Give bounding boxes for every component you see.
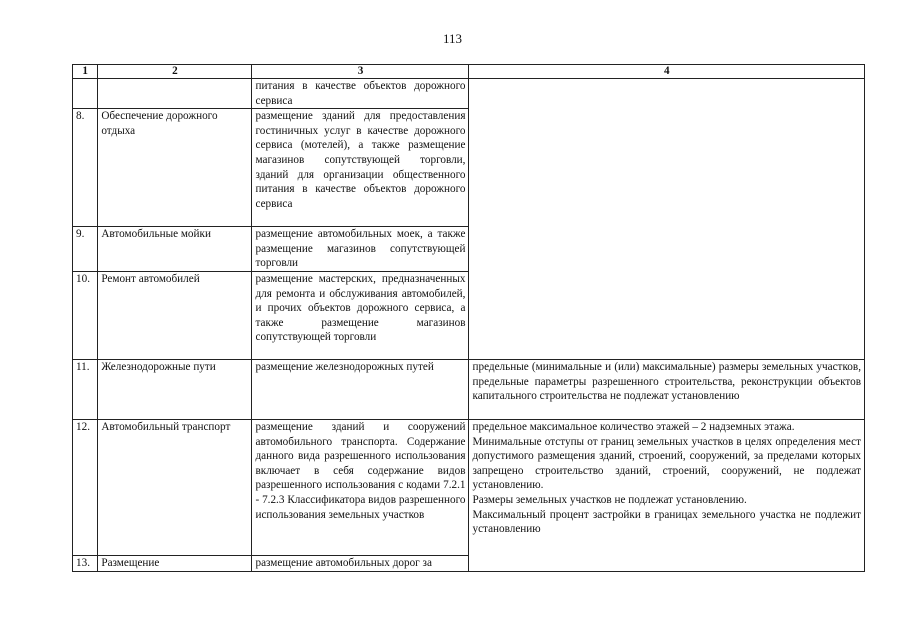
- parameters-cell-empty: [469, 79, 865, 360]
- use-name: Автомобильные мойки: [98, 227, 252, 272]
- row-number: [73, 79, 98, 109]
- use-description: размещение зданий и сооружений автомобильного транспорта. Содержание данного вида разрешенного использования включает в себя содержание видов разрешенного использования с кодами 7.2.1 - 7.2.3 Классификатора видов разрешенного использования земельных участков: [252, 419, 469, 555]
- use-name: Размещение: [98, 555, 252, 571]
- table-header-row: [73, 65, 865, 79]
- parameter-plot-size: Размеры земельных участков не подлежат установлению.: [472, 493, 747, 506]
- use-description: размещение железнодорожных путей: [252, 359, 469, 419]
- row-number: 11.: [73, 359, 98, 419]
- page-number: 113: [442, 31, 463, 46]
- use-name: Обеспечение дорожного отдыха: [98, 109, 252, 227]
- use-description: размещение автомобильных дорог за: [252, 555, 469, 571]
- parameter-floors: предельное максимальное количество этажей – 2 надземных этажа.: [472, 420, 795, 433]
- use-description: питания в качестве объектов дорожного сервиса: [252, 79, 469, 109]
- use-description: размещение автомобильных моек, а также размещение магазинов сопутствующей торговли: [252, 227, 469, 272]
- use-name: Железнодорожные пути: [98, 359, 252, 419]
- row-number: 13.: [73, 555, 98, 571]
- parameter-coverage: Максимальный процент застройки в границах земельного участка не подлежит установлению: [472, 508, 861, 536]
- use-description: размещение мастерских, предназначенных для ремонта и обслуживания автомобилей, и прочих объектов дорожного сервиса, а также размещение магазинов сопутствующей торговли: [252, 271, 469, 359]
- use-name: Ремонт автомобилей: [98, 271, 252, 359]
- table-row: [73, 419, 865, 555]
- row-number: 10.: [73, 271, 98, 359]
- parameters-text: [469, 419, 865, 571]
- table-row: [73, 79, 865, 109]
- use-description: размещение зданий для предоставления гостиничных услуг в качестве дорожного сервиса (мотелей), а также размещение магазинов сопутствующей торговли, зданий для организации общественного питания в качестве объектов дорожного сервиса: [252, 109, 469, 227]
- column-header-2: 2: [98, 65, 252, 79]
- use-name: Автомобильный транспорт: [98, 419, 252, 555]
- parameter-setbacks: Минимальные отступы от границ земельных участков в целях определения мест допустимого размещения зданий, строений, сооружений, за пределами которых запрещено строительство зданий, строений, сооружений, не подлежат установлению.: [472, 435, 861, 492]
- row-number: 8.: [73, 109, 98, 227]
- column-header-1: 1: [73, 65, 98, 79]
- table-row: [73, 359, 865, 419]
- column-header-4: 4: [469, 65, 865, 79]
- row-number: 12.: [73, 419, 98, 555]
- use-name: [98, 79, 252, 109]
- land-use-table: [72, 64, 865, 572]
- column-header-3: 3: [252, 65, 469, 79]
- parameters-text: предельные (минимальные и (или) максимальные) размеры земельных участков, предельные параметры разрешенного строительства, реконструкции объектов капитального строительства не подлежат установлению: [469, 359, 865, 419]
- row-number: 9.: [73, 227, 98, 272]
